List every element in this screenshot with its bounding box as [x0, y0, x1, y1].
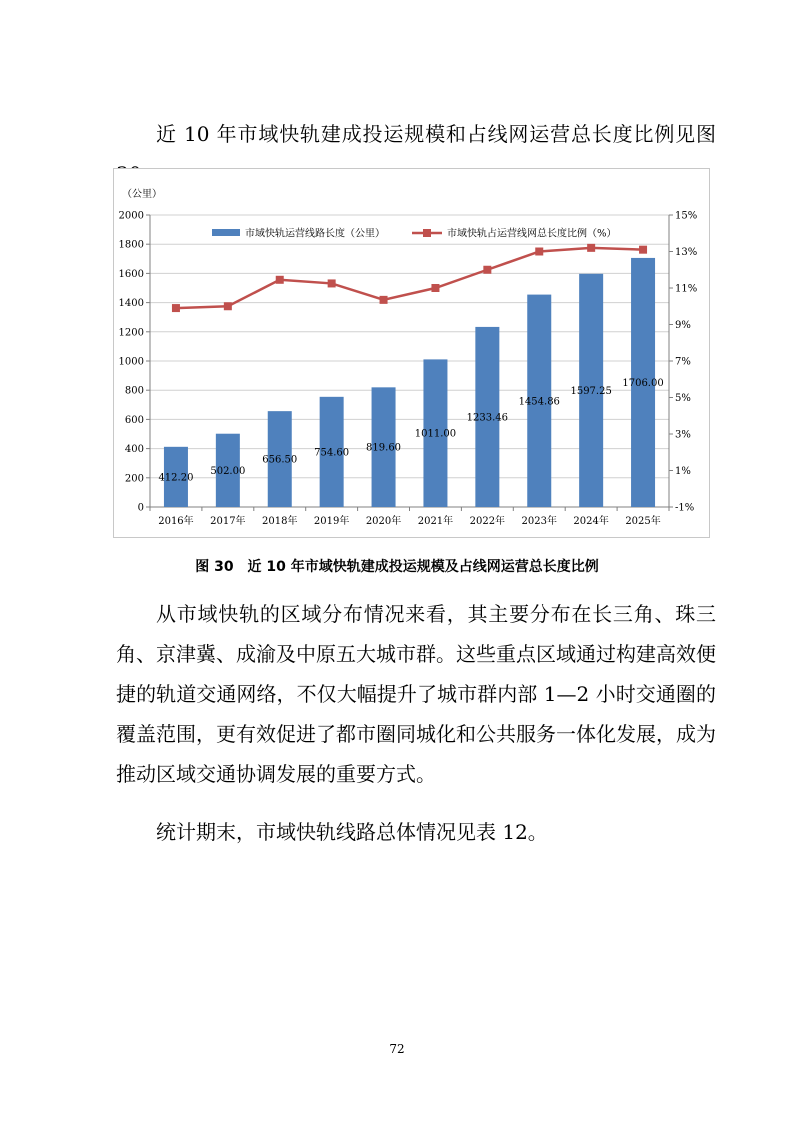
unit-label: （公里）	[122, 189, 162, 200]
left-tick-label: 1400	[118, 298, 144, 310]
line-point	[535, 248, 543, 256]
bar-data-label: 502.00	[210, 465, 246, 477]
x-tick-label: 2025年	[625, 516, 661, 527]
bar-data-label: 1233.46	[466, 412, 509, 424]
line-point	[224, 302, 232, 310]
x-tick-label: 2019年	[313, 516, 350, 527]
page-number: 72	[389, 1042, 405, 1056]
right-tick-label: 1%	[675, 466, 691, 477]
line-point	[172, 304, 180, 312]
intro-paragraph: 近 10 年市域快轨建成投运规模和占线网运营总长度比例见图	[156, 122, 716, 146]
bar-data-label: 754.60	[314, 447, 350, 459]
bar-data-label: 1454.86	[518, 396, 560, 408]
x-tick-label: 2022年	[469, 516, 506, 527]
left-tick-label: 800	[124, 385, 144, 397]
line-point	[639, 246, 647, 254]
left-tick-label: 200	[124, 473, 144, 485]
line-point	[587, 244, 595, 252]
legend-bar-swatch	[212, 229, 240, 236]
legend-line-marker	[423, 229, 431, 237]
ratio-line	[176, 248, 643, 308]
x-tick-label: 2023年	[521, 516, 557, 527]
body-paragraph-1: 从市域快轨的区域分布情况来看，其主要分布在长三角、珠三角、京津冀、成渝及中原五大城市群。这些重点区域通过构建高效便捷的轨道交通网络，不仅大幅提升了城市群内部 1—2 小时交通圈的覆盖范围，更有效促进了都市圈同城化和公共服务一体化发展，成为推动区域交通协调发展的重要方式。	[116, 602, 716, 786]
x-tick-label: 2018年	[262, 516, 298, 527]
left-tick-label: 1200	[118, 327, 144, 339]
left-tick-label: 600	[124, 414, 144, 426]
x-tick-label: 2024年	[573, 516, 609, 527]
x-tick-label: 2021年	[417, 516, 454, 527]
right-tick-label: 7%	[675, 356, 691, 368]
line-point	[380, 296, 388, 304]
left-tick-label: 0	[137, 502, 144, 514]
x-tick-label: 2016年	[158, 516, 194, 527]
x-tick-label: 2020年	[365, 516, 402, 527]
right-tick-label: -1%	[675, 502, 695, 514]
line-point	[431, 284, 439, 292]
bar-data-label: 819.60	[366, 442, 402, 454]
right-tick-label: 15%	[675, 210, 698, 222]
right-tick-label: 5%	[675, 393, 691, 404]
chart-frame	[113, 168, 710, 538]
left-tick-label: 1800	[118, 239, 144, 251]
right-tick-label: 13%	[675, 247, 698, 258]
line-point	[276, 276, 284, 284]
figure-caption: 图 30 近 10 年市域快轨建成投运规模及占线网运营总长度比例	[195, 559, 599, 575]
right-tick-label: 9%	[675, 320, 691, 331]
left-tick-label: 400	[124, 444, 144, 456]
left-tick-label: 1000	[118, 356, 144, 368]
bar-data-label: 656.50	[262, 454, 298, 466]
line-point	[328, 279, 336, 287]
legend-bar-label: 市域快轨运营线路长度（公里）	[245, 228, 385, 240]
line-point	[483, 266, 491, 274]
combo-chart	[114, 169, 711, 539]
legend-line-label: 市域快轨占运营线网总长度比例（%）	[447, 228, 617, 240]
left-tick-label: 2000	[118, 210, 144, 222]
bar-data-label: 1011.00	[414, 428, 457, 440]
x-tick-label: 2017年	[210, 516, 246, 527]
bar-data-label: 412.20	[158, 472, 194, 484]
right-tick-label: 11%	[675, 283, 698, 295]
right-tick-label: 3%	[675, 429, 691, 441]
left-tick-label: 1600	[118, 268, 144, 280]
body-paragraph-2: 统计期末，市域快轨线路总体情况见表 12。	[156, 820, 548, 844]
bar-data-label: 1597.25	[570, 385, 612, 397]
bar-data-label: 1706.00	[622, 377, 664, 389]
